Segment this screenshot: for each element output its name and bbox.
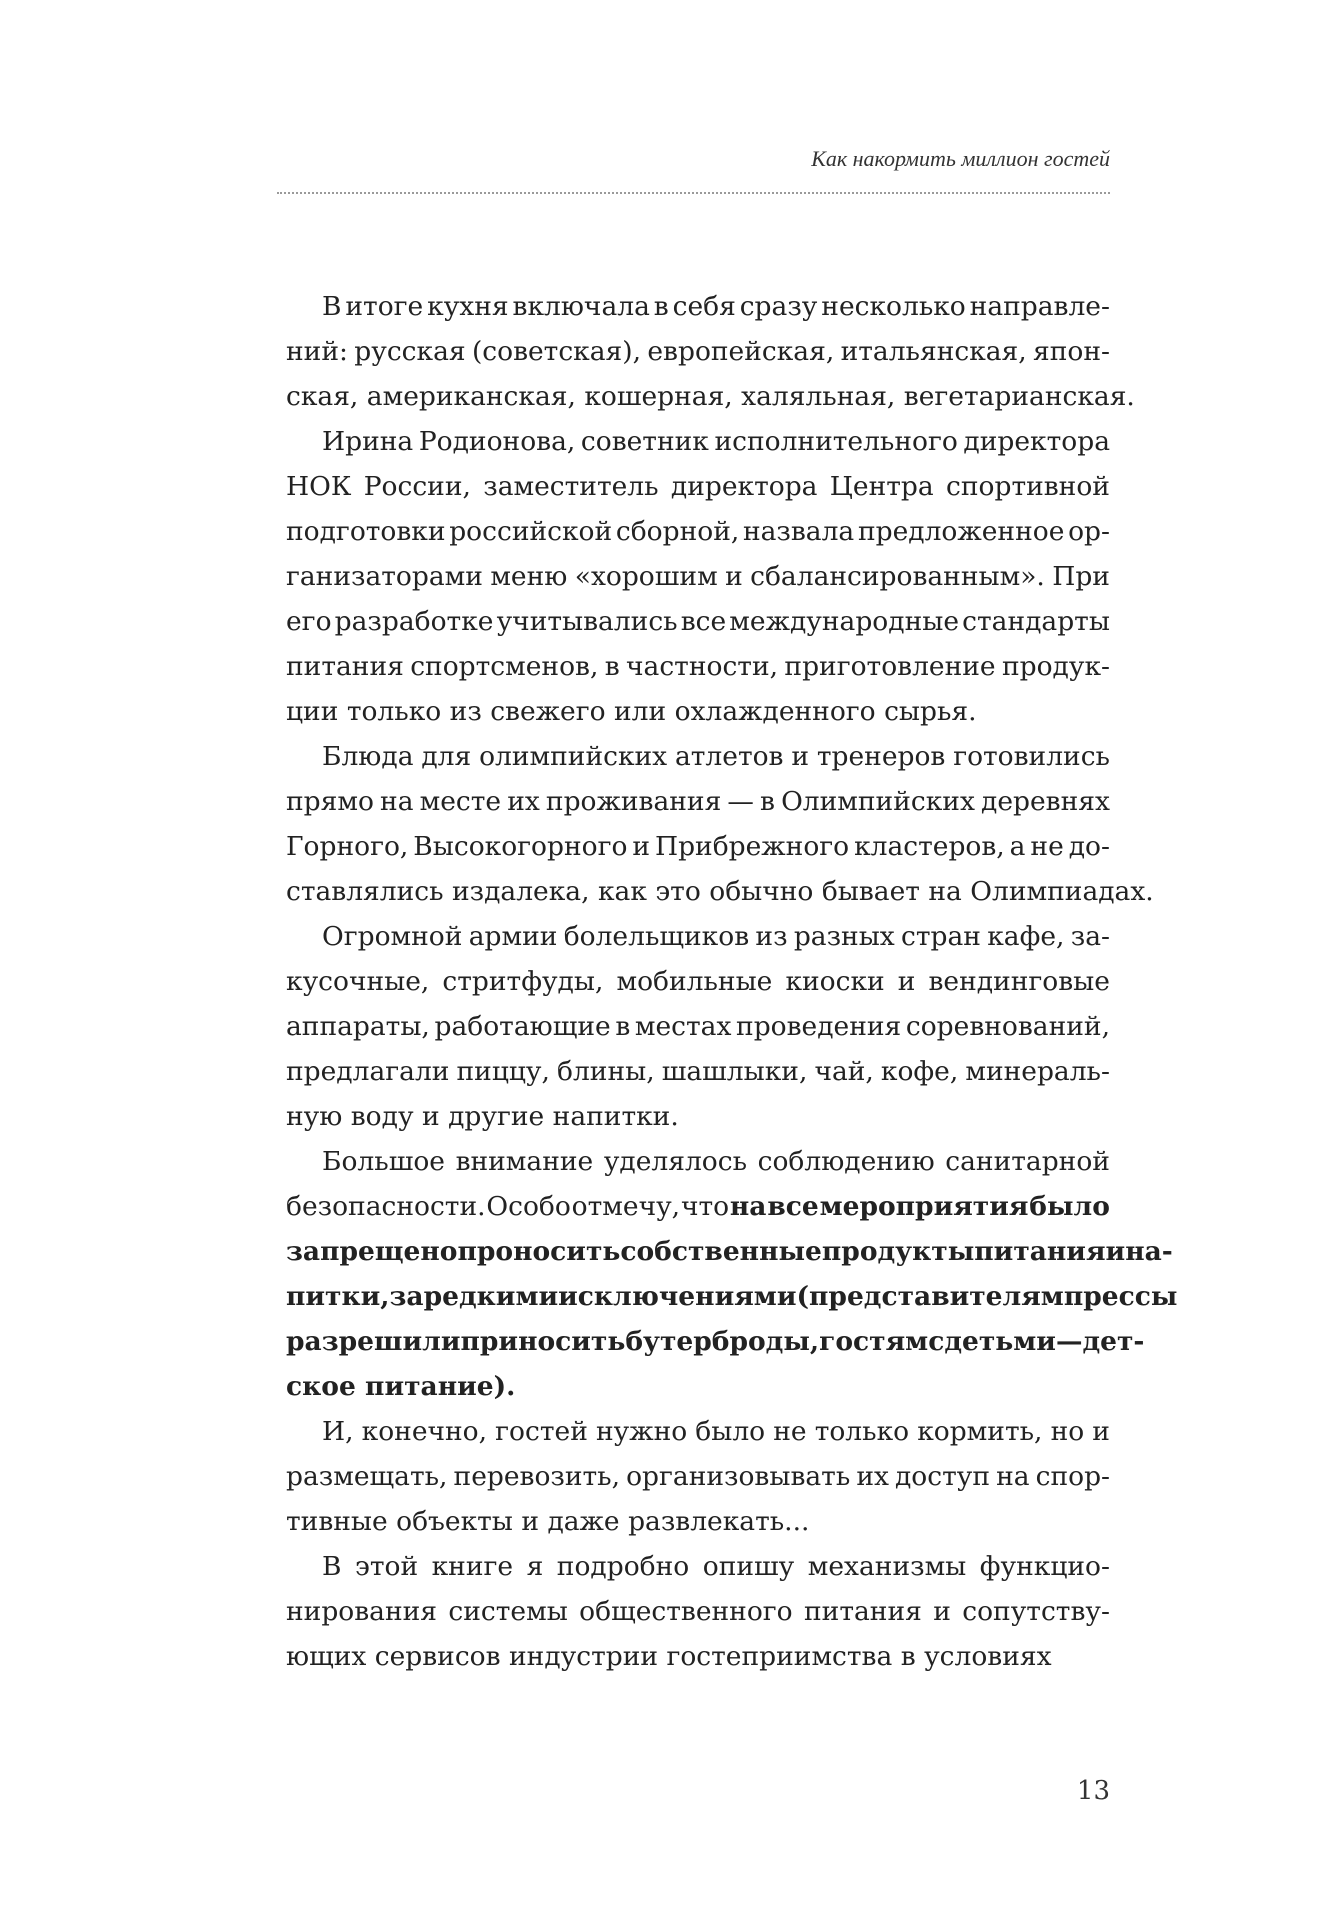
text-line: Блюда для олимпийских атлетов и тренеров готовились: [322, 741, 1110, 772]
text-line: тивные объекты и даже развлекать...: [286, 1506, 810, 1537]
text-line: запрещено проносить собственные продукты питания и на-: [286, 1236, 1173, 1267]
body-text: [286, 284, 1178, 1679]
text-line: Большое внимание уделялось соблюдению санитарной: [322, 1146, 1110, 1177]
running-head: Как накормить миллион гостей: [811, 146, 1110, 171]
text-line: аппараты, работающие в местах проведения соревнований,: [286, 1011, 1110, 1042]
paragraph: [286, 1409, 1110, 1544]
text-line: питки, за редкими исключениями (представителям прессы: [286, 1281, 1178, 1312]
text-line: ции только из свежего или охлажденного сырья.: [286, 696, 977, 727]
text-line: Огромной армии болельщиков из разных стран кафе, за-: [322, 921, 1110, 952]
page-number: 13: [1076, 1776, 1110, 1806]
text-line: ганизаторами меню «хорошим и сбалансированным». При: [286, 561, 1110, 592]
text-line: ское питание).: [286, 1371, 516, 1402]
text-line: ставлялись издалека, как это обычно бывает на Олимпиадах.: [286, 876, 1154, 907]
paragraph: [286, 914, 1110, 1139]
text-line: В этой книге я подробно опишу механизмы функцио-: [322, 1551, 1110, 1582]
text-line: ющих сервисов индустрии гостеприимства в условиях: [286, 1641, 1052, 1672]
text-line: ную воду и другие напитки.: [286, 1101, 679, 1132]
text-line: безопасности. Особо отмечу, что на все мероприятия было: [286, 1191, 1110, 1222]
text-line: кусочные, стритфуды, мобильные киоски и вендинговые: [286, 966, 1110, 997]
text-line: прямо на месте их проживания — в Олимпийских деревнях: [286, 786, 1110, 817]
text-line: нирования системы общественного питания и сопутству-: [286, 1596, 1110, 1627]
text-line: подготовки российской сборной, назвала предложенное ор-: [286, 516, 1110, 547]
paragraph: [286, 734, 1154, 914]
paragraph: [286, 419, 1110, 734]
text-line: его разработке учитывались все международные стандарты: [286, 606, 1110, 637]
text-line: размещать, перевозить, организовывать их доступ на спор-: [286, 1461, 1110, 1492]
header-divider: [277, 192, 1110, 194]
text-line: И, конечно, гостей нужно было не только кормить, но и: [322, 1416, 1110, 1447]
paragraph: [286, 1139, 1178, 1409]
text-line: Горного, Высокогорного и Прибрежного кластеров, а не до-: [286, 831, 1110, 862]
text-line: Ирина Родионова, советник исполнительного директора: [322, 426, 1110, 457]
text-line: НОК России, заместитель директора Центра спортивной: [286, 471, 1110, 502]
text-line: В итоге кухня включала в себя сразу несколько направле-: [322, 291, 1110, 322]
text-line: ская, американская, кошерная, халяльная, вегетарианская.: [286, 381, 1135, 412]
text-line: предлагали пиццу, блины, шашлыки, чай, кофе, минераль-: [286, 1056, 1110, 1087]
paragraph: [286, 284, 1135, 419]
text-line: питания спортсменов, в частности, приготовление продук-: [286, 651, 1110, 682]
text-line: ний: русская (советская), европейская, итальянская, япон-: [286, 336, 1110, 367]
text-line: разрешили приносить бутерброды, гостям с детьми — дет-: [286, 1326, 1145, 1357]
paragraph: [286, 1544, 1110, 1679]
